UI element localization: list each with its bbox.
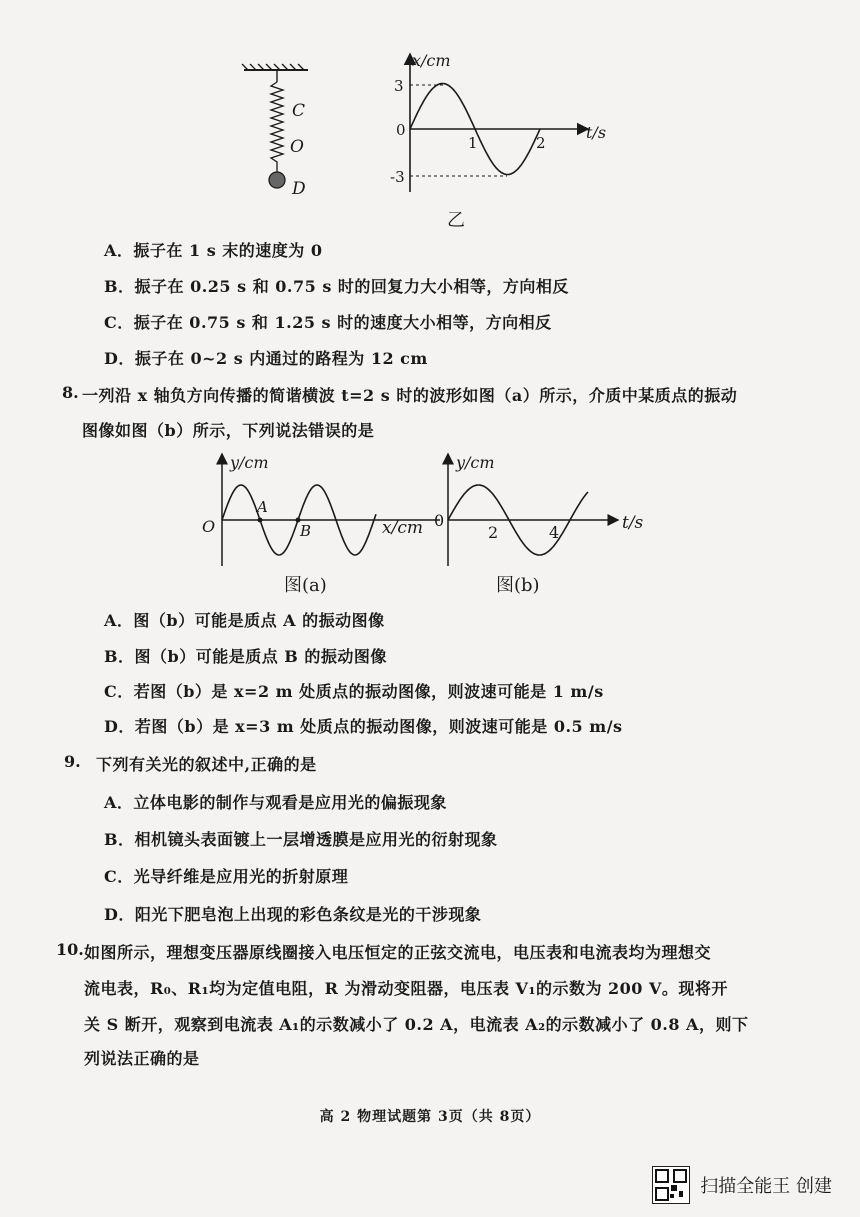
q7-option-c: C．振子在 0.75 s 和 1.25 s 时的速度大小相等，方向相反: [104, 313, 552, 332]
fig-b-tick-4: 4: [549, 523, 560, 542]
q9-option-a: A．立体电影的制作与观看是应用光的偏振现象: [104, 793, 447, 812]
q8-option-d: D．若图（b）是 x=3 m 处质点的振动图像，则波速可能是 0.5 m/s: [104, 717, 623, 736]
q9-option-c: C．光导纤维是应用光的折射原理: [104, 867, 349, 886]
spring-coil: [271, 82, 283, 172]
tick-x-2: 2: [536, 134, 546, 152]
figure-a-wave: [200, 448, 440, 568]
label-c: C: [292, 101, 306, 121]
fig-b-y-label: y/cm: [456, 453, 495, 472]
q8-number: 8.: [62, 383, 79, 402]
label-o: O: [290, 137, 304, 157]
q8-stem-line1: 一列沿 x 轴负方向传播的简谐横波 t=2 s 时的波形如图（a）所示，介质中某质点的振动: [82, 386, 738, 405]
figure-b-vibration: [430, 448, 660, 568]
qr-code-icon: [652, 1166, 690, 1204]
fig-b-tick-2: 2: [488, 523, 499, 542]
fig-a-x-label: x/cm: [382, 518, 423, 538]
q10-stem-line3: 关 S 断开，观察到电流表 A₁的示数减小了 0.2 A，电流表 A₂的示数减小了 0.8 A，则下: [84, 1015, 749, 1034]
page-footer: 高 2 物理试题第 3页（共 8页）: [319, 1109, 541, 1125]
figure-yi-xt-graph: [360, 42, 620, 202]
q10-stem-line1: 如图所示，理想变压器原线圈接入电压恒定的正弦交流电，电压表和电流表均为理想交: [84, 943, 712, 962]
point-a-dot: [258, 518, 263, 523]
label-d: D: [292, 179, 306, 199]
q7-option-d: D．振子在 0~2 s 内通过的路程为 12 cm: [104, 349, 428, 368]
q9-number: 9.: [64, 752, 81, 771]
q9-option-d: D．阳光下肥皂泡上出现的彩色条纹是光的干涉现象: [104, 905, 482, 924]
q9-stem: 下列有关光的叙述中,正确的是: [96, 755, 317, 774]
q9-option-b: B．相机镜头表面镀上一层增透膜是应用光的衍射现象: [104, 830, 498, 849]
caption-fig-a: 图(a): [284, 575, 327, 596]
q8-option-b: B．图（b）可能是质点 B 的振动图像: [104, 647, 387, 666]
tick-y-top: 3: [394, 77, 404, 95]
tick-y-bottom: -3: [390, 168, 405, 186]
oscillator-ball: [269, 172, 285, 188]
figure-jia-spring: [236, 60, 326, 230]
q10-stem-line4: 列说法正确的是: [84, 1049, 200, 1068]
q7-option-a: A．振子在 1 s 末的速度为 0: [104, 241, 323, 260]
fig-a-y-label: y/cm: [230, 453, 269, 472]
y-axis-label: x/cm: [412, 51, 451, 70]
fig-a-point-b: B: [300, 522, 312, 540]
scanner-watermark: [652, 1166, 832, 1204]
q7-option-b: B．振子在 0.25 s 和 0.75 s 时的回复力大小相等，方向相反: [104, 277, 569, 296]
fig-b-x-label: t/s: [622, 513, 644, 533]
q10-stem-line2: 流电表，R₀、R₁均为定值电阻，R 为滑动变阻器，电压表 V₁的示数为 200 V。现将开: [84, 979, 728, 998]
watermark-text: 扫描全能王 创建: [700, 1176, 832, 1197]
x-axis-label: t/s: [586, 123, 607, 142]
fig-a-origin: O: [202, 517, 216, 536]
q8-option-a: A．图（b）可能是质点 A 的振动图像: [104, 611, 385, 630]
tick-y-zero: 0: [396, 121, 406, 139]
q8-option-c: C．若图（b）是 x=2 m 处质点的振动图像，则波速可能是 1 m/s: [104, 682, 604, 701]
fig-b-origin: 0: [434, 511, 445, 530]
fig-a-point-a: A: [257, 498, 268, 516]
tick-x-1: 1: [468, 134, 478, 152]
caption-yi: 乙: [447, 210, 465, 231]
caption-fig-b: 图(b): [496, 575, 540, 596]
q10-number: 10.: [56, 940, 84, 959]
q8-stem-line2: 图像如图（b）所示，下列说法错误的是: [82, 421, 375, 440]
